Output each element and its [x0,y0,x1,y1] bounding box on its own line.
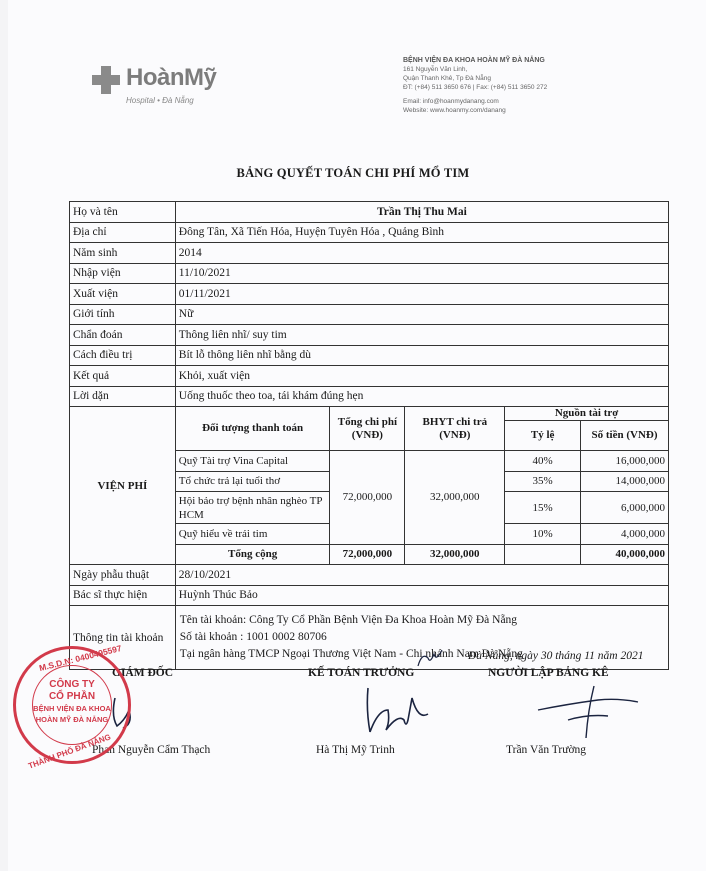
sum-amount: 40,000,000 [581,544,669,565]
account-label: Thông tin tài khoản [70,606,176,670]
col-bhyt: BHYT chi trả (VNĐ) [405,407,505,451]
accountant-title: KẾ TOÁN TRƯỞNG [308,667,415,679]
accountant-signature [348,680,448,740]
col-source: Nguồn tài trợ [505,407,669,421]
col-payer: Đối tượng thanh toán [175,407,330,451]
advice-label: Lời dặn [70,386,176,407]
patient-address: Đông Tân, Xã Tiến Hóa, Huyện Tuyên Hóa , Quảng Bình [175,222,668,243]
hospital-logo [88,58,238,118]
initial-mark [408,646,448,674]
row-gender [70,304,669,325]
patient-gender: Nữ [175,304,668,325]
sum-bhyt: 32,000,000 [405,544,505,565]
hospital-address-1: 161 Nguyễn Văn Linh, [403,66,468,73]
stamp-city: THÀNH PHỐ ĐÀ NẴNG [27,732,113,771]
row-birth [70,243,669,264]
surgery-date: 28/10/2021 [175,565,668,586]
row-discharge [70,284,669,305]
sponsor-ratio: 15% [505,492,581,524]
hospital-phone-fax: ĐT: (+84) 511 3650 676 | Fax: (+84) 511 3650 272 [403,84,548,91]
patient-result: Khỏi, xuất viện [175,366,668,387]
sponsor-name: Hội bảo trợ bệnh nhân nghèo TP HCM [175,492,330,524]
sponsor-amount: 14,000,000 [581,471,669,492]
row-diagnosis [70,325,669,346]
sign-date: Đà Nẵng, ngày 30 tháng 11 năm 2021 [468,650,644,662]
settlement-table [69,201,669,670]
row-name [70,202,669,223]
address-label: Địa chỉ [70,222,176,243]
account-number: Số tài khoản : 1001 0002 80706 [179,631,327,643]
patient-treatment: Bít lỗ thông liên nhĩ bằng dù [175,345,668,366]
sponsor-ratio: 10% [505,524,581,545]
surgery-date-label: Ngày phẫu thuật [70,565,176,586]
sum-label: Tổng cộng [175,544,330,565]
cross-icon [92,66,120,94]
sponsor-ratio: 40% [505,451,581,472]
sponsor-amount: 6,000,000 [581,492,669,524]
patient-admit: 11/10/2021 [175,263,668,284]
account-bank: Tại ngân hàng TMCP Ngoại Thương Việt Nam - Chi nhánh Nam Đà Nẵng [179,648,523,660]
gender-label: Giới tính [70,304,176,325]
row-address [70,222,669,243]
logo-tagline: Hospital • Đà Nẵng [126,96,194,105]
account-name: Tên tài khoản: Công Ty Cổ Phần Bệnh Viện Đa Khoa Hoàn Mỹ Đà Nẵng [179,614,518,626]
stamp-line-2: CỔ PHẦN [48,691,96,702]
hospital-info [403,56,693,115]
hospital-website: Website: www.hoanmy.com/danang [403,107,506,114]
bhyt-paid: 32,000,000 [405,451,505,545]
stamp-line-3: BỆNH VIỆN ĐA KHOA [33,704,111,713]
preparer-name: Trần Văn Trường [506,744,587,756]
total-cost: 72,000,000 [330,451,405,545]
hospital-name: BỆNH VIỆN ĐA KHOA HOÀN MỸ ĐÀ NẴNG [403,57,545,64]
row-surgery-date [70,565,669,586]
logo-brand: HoànMỹ [126,64,217,91]
fees-section-label: VIỆN PHÍ [70,407,176,565]
col-amount: Số tiền (VNĐ) [581,421,669,451]
patient-name: Trần Thị Thu Mai [175,202,668,223]
director-name: Phan Nguyễn Cẩm Thạch [92,744,211,756]
row-result [70,366,669,387]
preparer-signature [528,680,648,740]
sponsor-amount: 16,000,000 [581,451,669,472]
sponsor-name: Quỹ Tài trợ Vina Capital [175,451,330,472]
preparer-title: NGƯỜI LẬP BẢNG KÊ [488,667,609,679]
diagnosis-label: Chẩn đoán [70,325,176,346]
birth-label: Năm sinh [70,243,176,264]
col-total: Tổng chi phí (VNĐ) [330,407,405,451]
hospital-email: Email: info@hoanmydanang.com [403,98,499,105]
sponsor-ratio: 35% [505,471,581,492]
accountant-name: Hà Thị Mỹ Trinh [316,744,395,756]
row-advice [70,386,669,407]
row-admit [70,263,669,284]
sum-total: 72,000,000 [330,544,405,565]
patient-diagnosis: Thông liên nhĩ/ suy tim [175,325,668,346]
patient-advice: Uống thuốc theo toa, tái khám đúng hẹn [175,386,668,407]
stamp-line-4: HOÀN MỸ ĐÀ NẴNG [35,715,109,724]
sponsor-amount: 4,000,000 [581,524,669,545]
stamp-line-1: CÔNG TY [49,679,95,690]
treatment-label: Cách điều trị [70,345,176,366]
sponsor-name: Quỹ hiểu về trái tim [175,524,330,545]
surgery-doctor: Huỳnh Thúc Bảo [175,585,668,606]
stamp-msdn: M.S.D.N: 0400495597 [38,642,123,674]
admit-label: Nhập viện [70,263,176,284]
row-doctor [70,585,669,606]
patient-discharge: 01/11/2021 [175,284,668,305]
col-ratio: Tỷ lệ [505,421,581,451]
result-label: Kết quả [70,366,176,387]
sponsor-name: Tổ chức trả lại tuổi thơ [175,471,330,492]
document-page [8,0,706,871]
discharge-label: Xuất viện [70,284,176,305]
hospital-address-2: Quận Thanh Khê, Tp Đà Nẵng [403,75,491,82]
name-label: Họ và tên [70,202,176,223]
document-title: BẢNG QUYẾT TOÁN CHI PHÍ MỔ TIM [236,166,470,180]
director-title: GIÁM ĐỐC [112,667,174,679]
fees-header-1 [70,407,669,421]
patient-birth: 2014 [175,243,668,264]
doctor-label: Bác sĩ thực hiện [70,585,176,606]
company-stamp [13,642,131,771]
row-treatment [70,345,669,366]
